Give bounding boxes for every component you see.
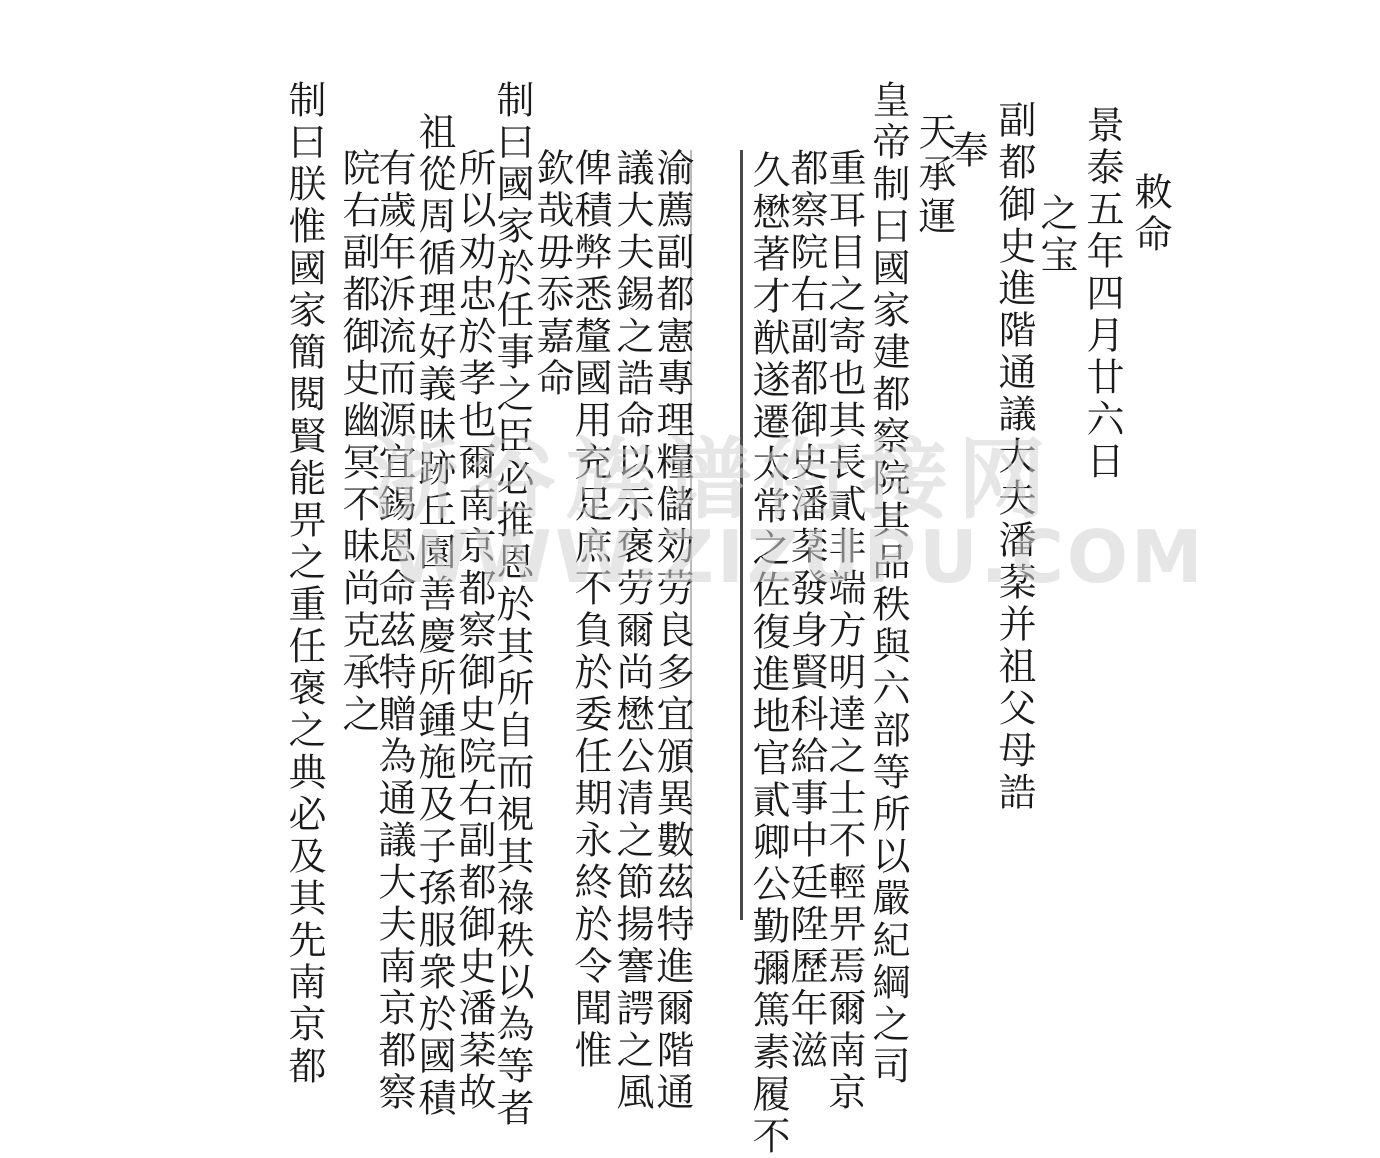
text-column-16: 所以劝忠於孝也爾南京都察御史院右副都御史潘棻故 (452, 148, 496, 1114)
watermark-english: WWW.ZIZUPU.COM (390, 515, 1206, 599)
text-column-12: 議大夫錫之誥命以示褒劳爾尚懋公清之節揚謇諤之風 (610, 148, 654, 1114)
text-column-19: 院右副都御史幽冥不昧尚克承之 (336, 148, 380, 736)
text-column-11: 渝薦副都憲專理糧儲効劳良多宜頒異數茲特進爾階通 (650, 148, 694, 1114)
binding-fold-line (740, 150, 743, 920)
text-column-20: 制曰朕惟國家簡閱賢能畀之重任褒之典必及其先南京都 (282, 80, 326, 1088)
text-column-8: 重耳目之寄也其長貳非端方明達之士不輕畀焉爾南京 (822, 148, 866, 1114)
text-column-10: 久懋著才猷遂遷太常之佐復進地官貳卿公勤彌篤素履不 (746, 150, 790, 1158)
text-column-15: 制曰國家於任事之臣必推恩於其所自而視其祿秩以為等者 (490, 80, 534, 1130)
text-column-14: 欽哉毋忝嘉命 (530, 148, 574, 400)
text-column-4: 副都御史進階通議大夫潘棻并祖父母誥 (992, 100, 1036, 814)
text-column-5: 奉 (944, 130, 988, 172)
watermark-chinese: 浙谷族谱衔接网 (370, 428, 1057, 531)
text-column-18: 有歲年泝流而源宜錫恩命茲特贈為通議大夫南京都察 (372, 148, 416, 1114)
text-column-6: 天承運 (912, 112, 956, 238)
text-column-13: 俾積弊悉釐國用充足庶不負於委任期永終於令聞惟 (568, 148, 612, 1072)
text-column-7: 皇帝制曰國家建都察院其品秩與六部等所以嚴紀綱之司 (866, 80, 910, 1088)
text-column-1: 敕命 (1128, 172, 1172, 256)
text-column-9: 都察院右副都御史潘棻發身賢科給事中廷陞歷年滋 (784, 148, 828, 1072)
text-column-3: 之宝 (1034, 193, 1078, 277)
text-column-2: 景泰五年四月廿六日 (1080, 105, 1124, 483)
text-column-17: 祖從周循理好義昧跡丘園善慶所鍾施及子孫服衆於國積 (412, 112, 456, 1120)
